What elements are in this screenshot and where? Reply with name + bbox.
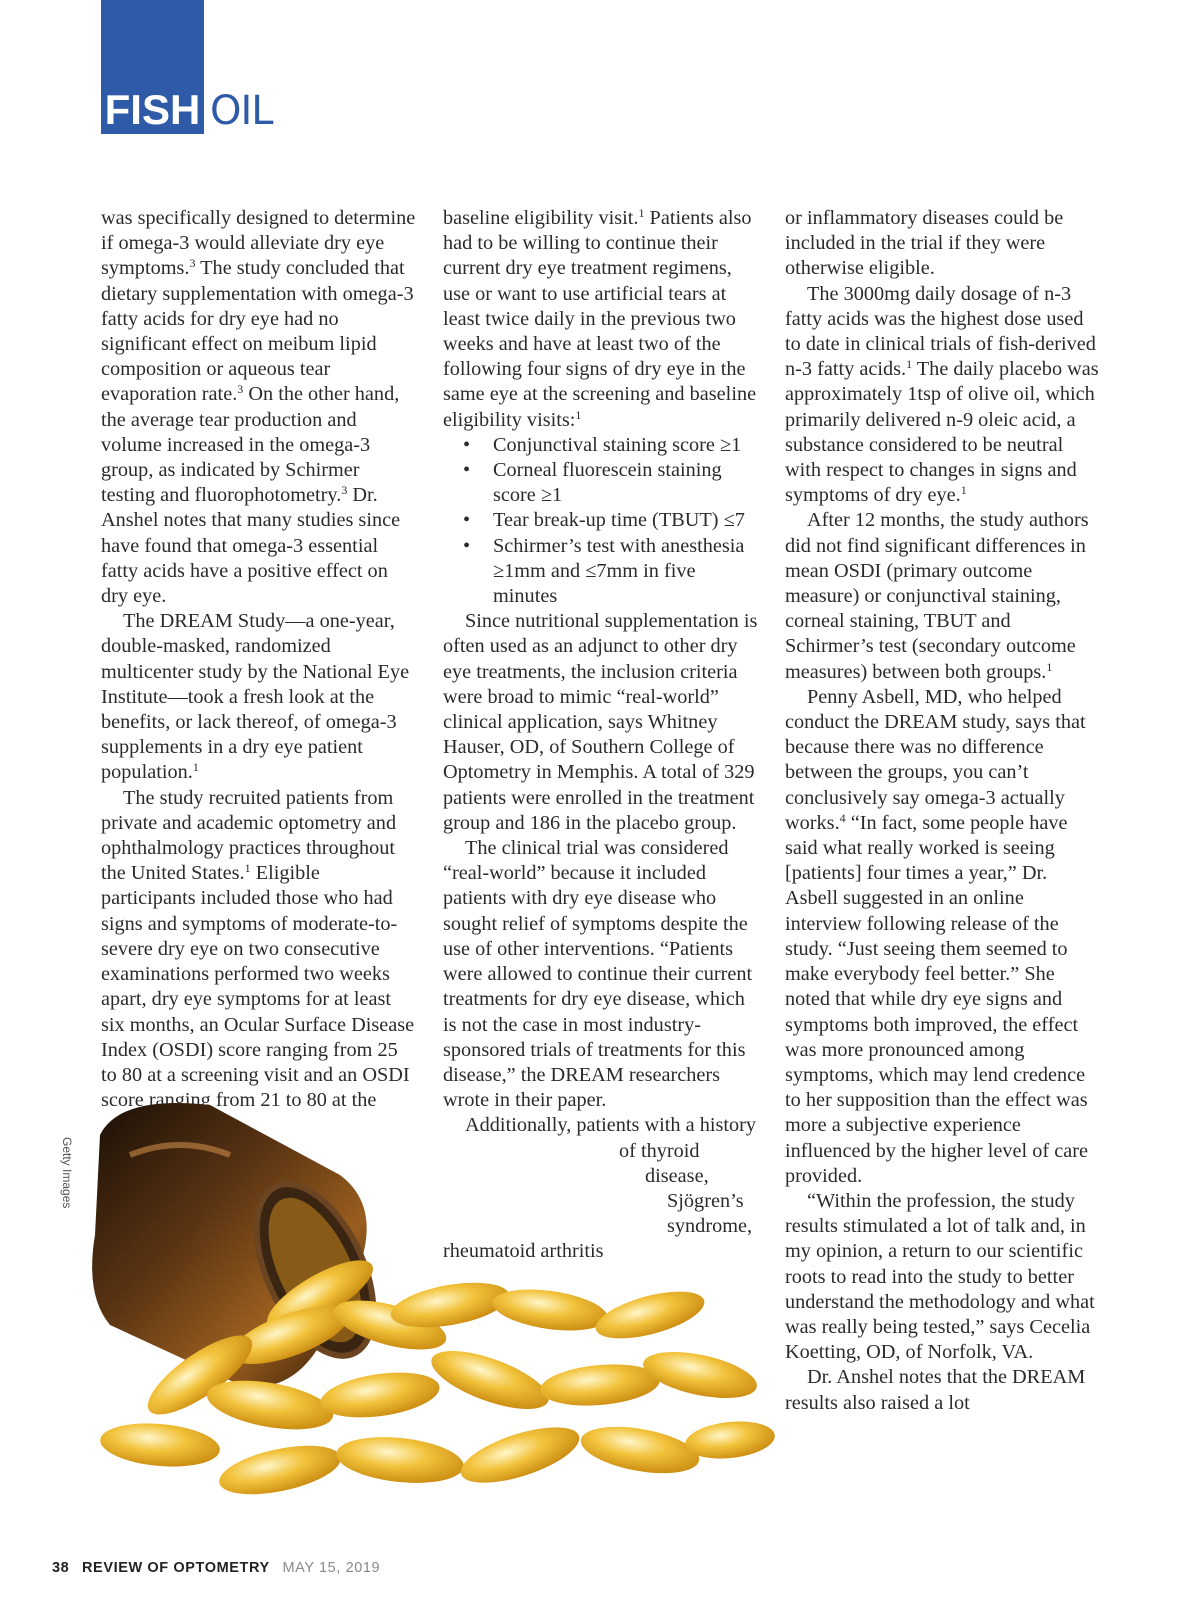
paragraph: Additionally, patients with a history of thyroid disease, Sjögren’s syndrome, rheumatoid arthritis xyxy=(443,1114,757,1263)
paragraph: “Within the profession, the study results stimulated a lot of talk and, in my opinion, a return to our scientific roots to read into the study to better understand the methodology and what was really being tested,” says Cecelia Koetting, OD, of Norfolk, VA. xyxy=(785,1189,1095,1364)
list-item: • Conjunctival staining score ≥1 xyxy=(493,433,759,458)
page-number: 38 xyxy=(52,1560,70,1576)
paragraph: Penny Asbell, MD, who helped conduct the DREAM study, says that because there was no difference between the groups, you can’t conclusively say omega-3 actually works.$^4$ “In fact, some people have said what really worked is seeing [patients] four times a year,” Dr. Asbell suggested in an online interview following release of the study. “Just seeing them seemed to make everybody feel better.” She noted that while dry eye signs and symptoms both improved, the effect was more pronounced among symptoms, which may lend credence to her supposition than the effect was more a subjective experience influenced by the higher level of care provided. xyxy=(785,685,1088,1187)
article-column-3 xyxy=(785,206,1101,1416)
section-title xyxy=(101,82,273,134)
fish-oil-photo xyxy=(90,1095,780,1515)
list-item: • Tear break-up time (TBUT) ≤7 xyxy=(493,508,759,533)
section-title-strong: FISH xyxy=(104,86,201,133)
section-title-light: OIL xyxy=(210,88,273,134)
paragraph: or inflammatory diseases could be included in the trial if they were otherwise eligible. xyxy=(785,207,1064,280)
paragraph: was specifically designed to determine if omega-3 would alleviate dry eye symptoms.$^3$ The study concluded that dietary supplementation with omega-3 fatty acids for dry eye had no significant effect on meibum lipid composition or aqueous tear evaporation rate.$^3$ On the other hand, the average tear production and volume increased in the omega-3 group, as indicated by Schirmer testing and fluorophotometry.$^3$ Dr. Anshel notes that many studies since have found that omega-3 essential fatty acids have a positive effect on dry eye. xyxy=(101,207,416,608)
paragraph: Dr. Anshel notes that the DREAM results also raised a lot xyxy=(785,1366,1086,1414)
list-item: • Corneal fluorescein staining score ≥1 xyxy=(493,458,759,508)
paragraph: The study recruited patients from private and academic optometry and ophthalmology practices throughout the United States.$^1$ Eligible participants included those who had signs and symptoms of moderate-to-severe dry eye on two consecutive examinations performed two weeks apart, dry eye symptoms for at least six months, an Ocular Surface Disease Index (OSDI) score ranging from 25 to 80 at a screening visit and an OSDI score ranging from 21 to 80 at the xyxy=(101,786,415,1112)
paragraph: The clinical trial was considered “real-world” because it included patients with dry eye disease who sought relief of symptoms despite the use of other interventions. “Patients were allowed to continue their current treatments for dry eye disease, which is not the case in most industry-sponsored trials of treatments for this disease,” the DREAM researchers wrote in their paper. xyxy=(443,837,753,1112)
paragraph: The DREAM Study—a one-year, double-masked, randomized multicenter study by the National Eye Institute—took a fresh look at the benefits, or lack thereof, of omega-3 supplements in a dry eye patient population.$^1$ xyxy=(101,610,410,784)
criteria-list xyxy=(443,433,759,609)
issue-date: MAY 15, 2019 xyxy=(282,1560,381,1576)
paragraph: The 3000mg daily dosage of n-3 fatty acids was the highest dose used to date in clinical trials of fish-derived n-3 fatty acids.$^1$ The daily placebo was approximately 1tsp of olive oil, which primarily delivered n-9 oleic acid, a substance considered to be neutral with respect to changes in signs and symptoms of dry eye.$^1$ xyxy=(785,282,1099,507)
paragraph: baseline eligibility visit.$^1$ Patients also had to be willing to continue their current dry eye treatment regimens, use or want to use artificial tears at least twice daily in the previous two weeks and have at least two of the following four signs of dry eye in the same eye at the screening and baseline eligibility visits:$^1$ xyxy=(443,206,757,431)
list-item: • Schirmer’s test with anesthesia ≥1mm and ≤7mm in five minutes xyxy=(493,534,759,610)
fish-oil-illustration xyxy=(90,1095,780,1515)
paragraph: After 12 months, the study authors did not find significant differences in mean OSDI (primary outcome measure) or conjunctival staining, corneal staining, TBUT and Schirmer’s test (secondary outcome measures) between both groups.$^1$ xyxy=(785,509,1089,683)
paragraph: Since nutritional supplementation is often used as an adjunct to other dry eye treatments, the inclusion criteria were broad to mimic “real-world” clinical application, says Whitney Hauser, OD, of Southern College of Optometry in Memphis. A total of 329 patients were enrolled in the treatment group and 186 in the placebo group. xyxy=(443,610,758,834)
magazine-name: REVIEW OF OPTOMETRY xyxy=(81,1560,270,1576)
photo-credit: Getty Images xyxy=(60,1137,74,1209)
page-footer xyxy=(52,1560,380,1576)
